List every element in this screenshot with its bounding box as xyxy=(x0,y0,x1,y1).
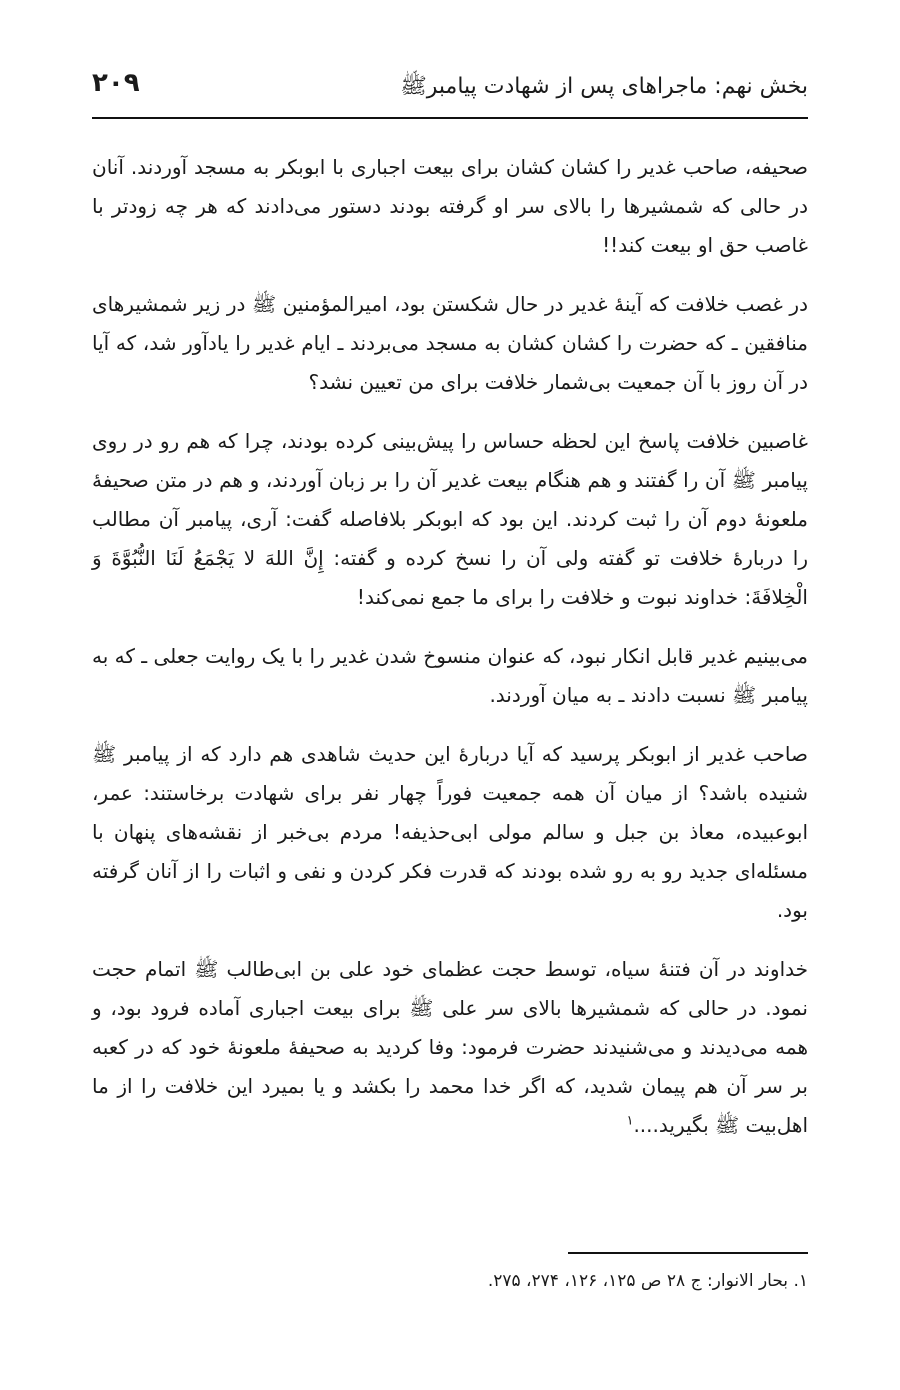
paragraph-2: در غصب خلافت که آینهٔ غدیر در حال شکستن بود، امیرالمؤمنین ﷺ در زیر شمشیرهای منافقین ـ که حضرت را کشان کشان به مسجد می‌بردند ـ ایام غدیر را یادآور شد، که آیا در آن روز با آن جمعیت بی‌شمار خلافت برای من تعیین نشد؟ xyxy=(92,292,808,394)
page-header xyxy=(92,66,808,106)
paragraph-6 xyxy=(92,950,808,1145)
paragraph-3: غاصبین خلافت پاسخ این لحظه حساس را پیش‌بینی کرده بودند، چرا که هم رو در روی پیامبر ﷺ آن را گفتند و هم هنگام بیعت غدیر آن را بر زبان آوردند، و هم در متن صحیفهٔ ملعونهٔ دوم آن را ثبت کردند. این بود که ابوبکر بلافاصله گفت: آری، پیامبر آن مطالب را دربارهٔ خلافت تو گفته ولی آن را نسخ کرده و گفته: إِنَّ اللهَ لا یَجْمَعُ لَنَا النُّبُوَّةَ وَ الْخِلافَةَ: خداوند نبوت و خلافت را برای ما جمع نمی‌کند! xyxy=(92,429,808,609)
paragraph-6-text: خداوند در آن فتنهٔ سیاه، توسط حجت عظمای خود علی بن ابی‌طالب ﷺ اتمام حجت نمود. در حالی که شمشیرها بالای سر علی ﷺ برای بیعت اجباری آماده فرود بود، و همه می‌دیدند و می‌شنیدند حضرت فرمود: وفا کردید به صحیفهٔ ملعونهٔ خود که در کعبه بر سر آن هم پیمان شدید، که اگر خدا محمد را بکشد و یا بمیرد این خلافت را از ما اهل‌بیت ﷺ بگیرید.... xyxy=(92,957,808,1137)
body-text xyxy=(92,148,808,1165)
book-page xyxy=(92,0,808,1390)
footnote-reference-marker[interactable]: ۱ xyxy=(626,1113,634,1129)
page-number: ۲۰۹ xyxy=(92,68,140,98)
running-header-title: بخش نهم: ماجراهای پس از شهادت پیامبرﷺ xyxy=(400,74,808,99)
paragraph-4: می‌بینیم غدیر قابل انکار نبود، که عنوان منسوخ شدن غدیر را با یک روایت جعلی ـ که به پیامبر ﷺ نسبت دادند ـ به میان آوردند. xyxy=(92,644,808,707)
paragraph-1: صحیفه، صاحب غدیر را کشان کشان برای بیعت اجباری با ابوبکر به مسجد آوردند. آنان در حالی که شمشیرها را بالای سر او گرفته بودند دستور می‌دادند که هر چه زودتر با غاصب حق او بیعت کند!! xyxy=(92,155,808,257)
header-divider xyxy=(92,117,808,119)
paragraph-5: صاحب غدیر از ابوبکر پرسید که آیا دربارهٔ این حدیث شاهدی هم دارد که از پیامبر ﷺ شنیده باشد؟ از میان آن همه جمعیت فوراً چهار نفر برای شهادت برخاستند: عمر، ابوعبیده، معاذ بن جبل و سالم مولی ابی‌حذیفه! مردم بی‌خبر از نقشه‌های پنهان با مسئله‌ای جدید رو به رو شده بودند که قدرت فکر کردن و نفی و اثبات را از آنان گرفته بود. xyxy=(92,742,808,922)
footnote-text: ۱. بحار الانوار: ج ۲۸ ص ۱۲۵، ۱۲۶، ۲۷۴، ۲۷۵. xyxy=(487,1271,808,1291)
footnote-divider xyxy=(568,1252,808,1254)
